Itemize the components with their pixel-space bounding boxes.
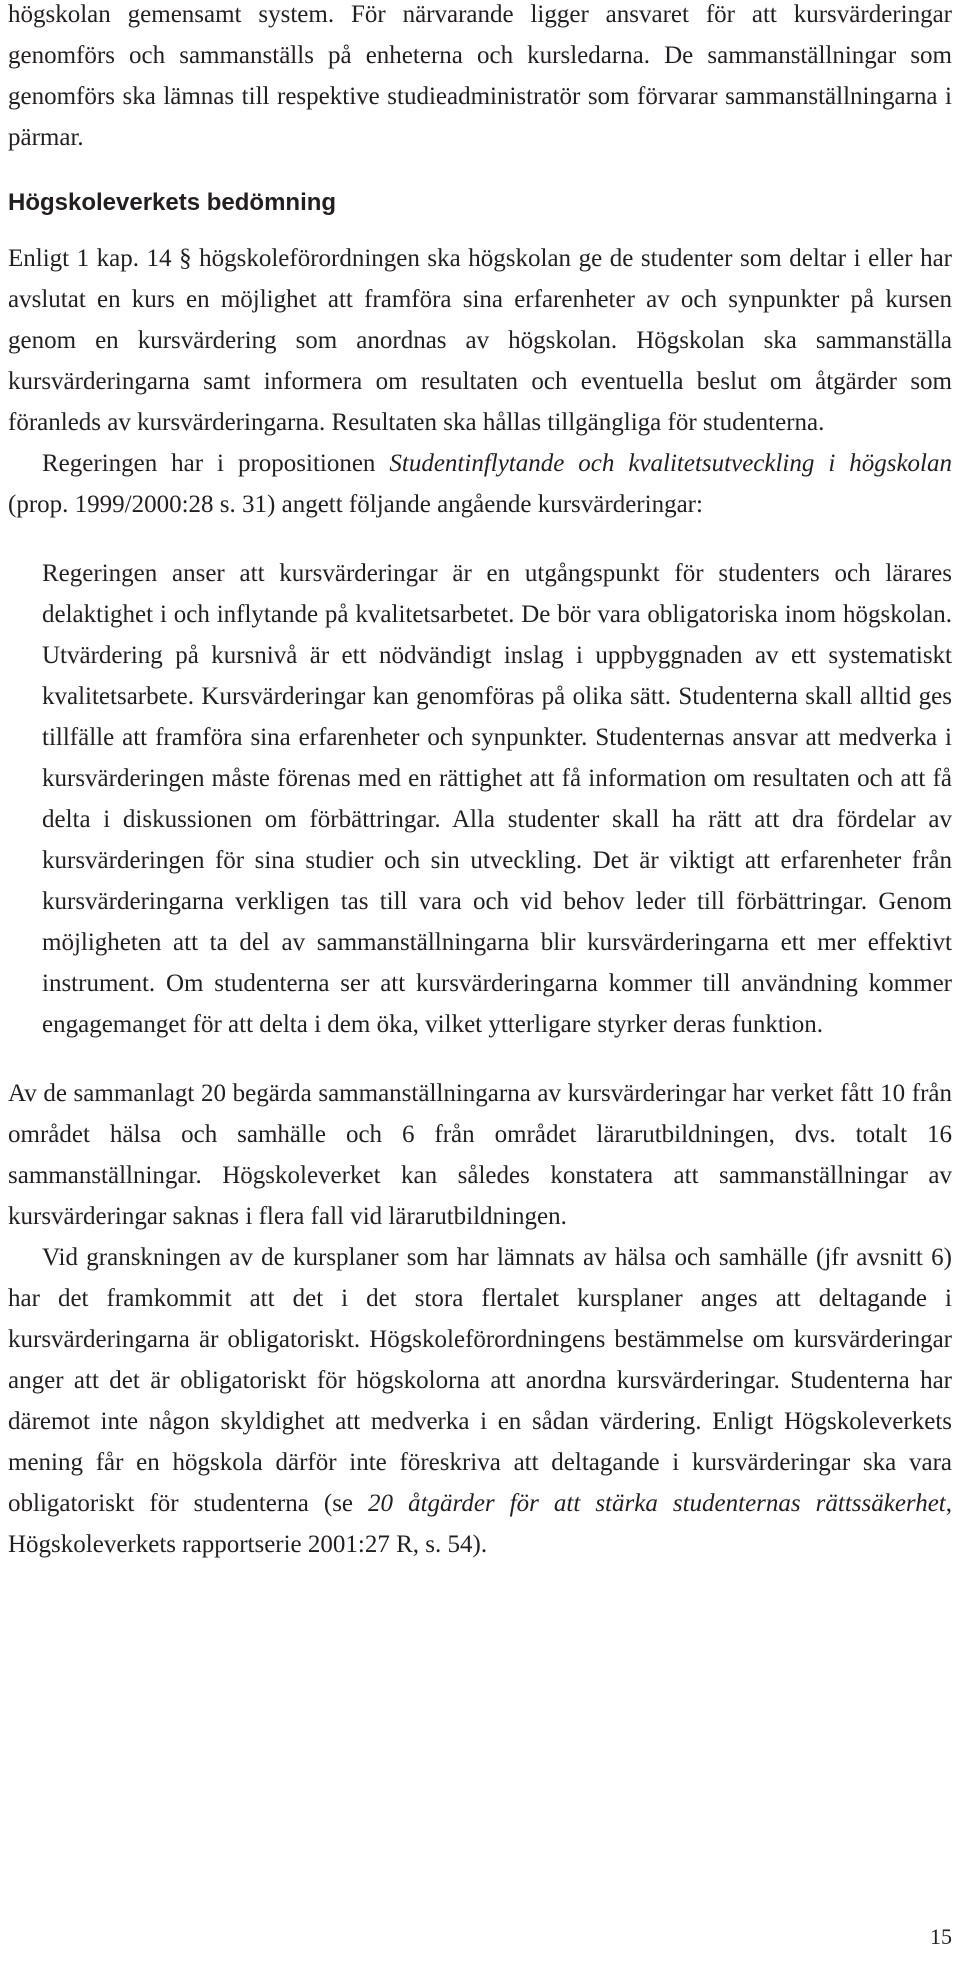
text-column xyxy=(8,0,952,1565)
quote-text: Regeringen anser att kursvärderingar är en utgångspunkt för studenters och lärares delaktighet i och inflytande på kvalitetsarbetet. De bör vara obligatoriska inom högskolan. Utvärdering på kursnivå är ett nödvändigt inslag i uppbyggnaden av ett systematiskt kvalitetsarbete. Kursvärderingar kan genomföras på olika sätt. Studenterna skall alltid ges tillfälle att framföra sina erfarenheter och synpunkter. Studenternas ansvar att medverka i kursvärderingen måste förenas med en rättighet att få information om resultaten och att få delta i diskussionen om förbättringar. Alla studenter skall ha rätt att dra fördelar av kursvärderingen för sina studier och sin utveckling. Det är viktigt att erfarenheter från kursvärderingarna verkligen tas till vara och vid behov leder till förbättringar. Genom möjligheten att ta del av sammanställningarna blir kursvärderingarna ett mer effektivt instrument. Om studenterna ser att kursvärderingarna kommer till användning kommer engagemanget för att delta i dem öka, vilket ytterligare styrker deras funktion. xyxy=(42,560,952,1038)
paragraph-1: Enligt 1 kap. 14 § högskoleförordningen ska högskolan ge de studenter som deltar i eller har avslutat en kurs en möjlighet att framföra sina erfarenheter av och synpunkter på kursen genom en kursvärdering som anordnas av högskolan. Högskolan ska sammanställa kursvärderingarna samt informera om resultaten och eventuella beslut om åtgärder som föranleds av kursvärderingarna. Resultaten ska hållas tillgängliga för studenterna. xyxy=(8,245,952,436)
proposition-title: Studentinflytande och kvalitetsutveckling i högskolan xyxy=(389,450,952,477)
intro-paragraph: högskolan gemensamt system. För närvarande ligger ansvaret för att kursvärderingar genomförs och sammanställs på enheterna och kursledarna. De sammanställningar som genomförs ska lämnas till respektive studieadministratör som förvarar sammanställningarna i pärmar. xyxy=(8,1,952,151)
paragraph-4-text-before: Vid granskningen av de kursplaner som har lämnats av hälsa och samhälle (jfr avsnitt 6) har det framkommit att det i det stora flertalet kursplaner anges att deltagande i kursvärderingarna är obligatoriskt. Högskoleförordningens bestämmelse om kursvärderingar anger att det är obligatoriskt för högskolorna att anordna kursvärderingar. Studenterna har däremot inte någon skyldighet att medverka i en sådan värdering. Enligt Högskoleverkets mening får en högskola därför inte föreskriva att deltagande i kursvärderingar ska vara obligatoriskt för studenterna (se xyxy=(8,1244,952,1517)
report-title: 20 åtgärder för att stärka studenternas rättssäkerhet xyxy=(368,1490,946,1517)
paragraph-2-text-before: Regeringen har i propositionen xyxy=(42,450,390,477)
block-quote xyxy=(8,553,952,1045)
section-heading: Högskoleverkets bedömning xyxy=(8,189,337,216)
paragraph-3: Av de sammanlagt 20 begärda sammanställningarna av kursvärderingar har verket fått 10 från området hälsa och samhälle och 6 från området lärarutbildningen, dvs. totalt 16 sammanställningar. Högskoleverket kan således konstatera att sammanställningar av kursvärderingar saknas i flera fall vid lärarutbildningen. xyxy=(8,1080,952,1230)
paragraph-4-text-after: , Högskoleverkets rapportserie 2001:27 R, s. 54). xyxy=(8,1490,952,1558)
paragraph-4 xyxy=(8,1237,952,1565)
paragraph-2 xyxy=(8,443,952,525)
paragraph-2-text-after: (prop. 1999/2000:28 s. 31) angett följande angående kursvärderingar: xyxy=(8,491,703,518)
page-number: 15 xyxy=(930,1924,952,1949)
